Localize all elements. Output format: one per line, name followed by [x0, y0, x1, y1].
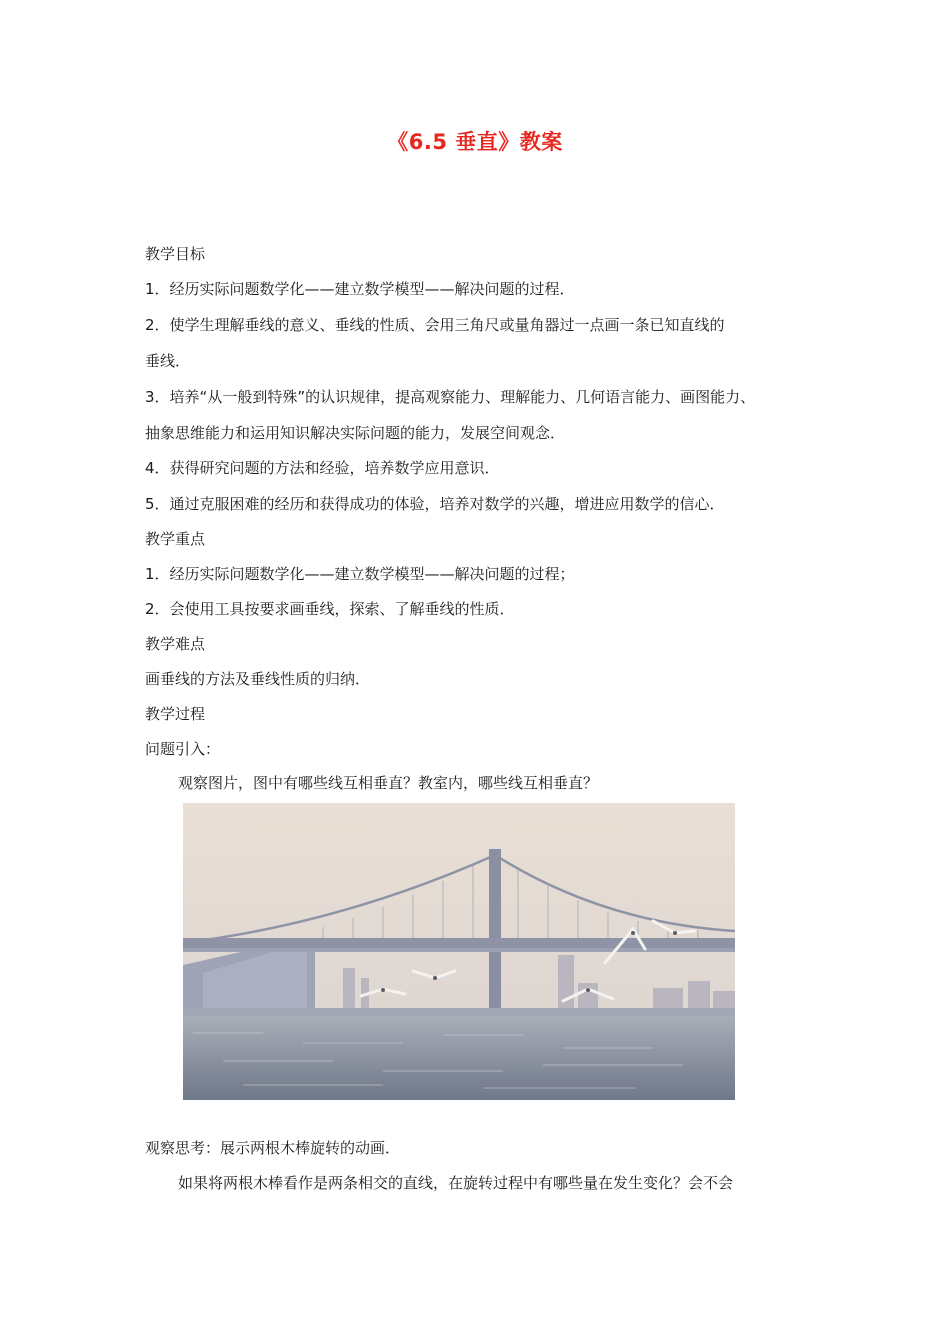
objective-item: 4．获得研究问题的方法和经验，培养数学应用意识．: [145, 459, 500, 477]
observe-question: 如果将两根木棒看作是两条相交的直线，在旋转过程中有哪些量在发生变化？会不会: [178, 1174, 734, 1192]
objective-item-continued: 抽象思维能力和运用知识解决实际问题的能力，发展空间观念．: [145, 424, 566, 442]
process-heading: 教学过程: [145, 705, 206, 723]
objective-item: 5．通过克服困难的经历和获得成功的体验，培养对数学的兴趣，增进应用数学的信心．: [145, 495, 725, 513]
difficulty-text: 画垂线的方法及垂线性质的归纳．: [145, 670, 371, 688]
objective-item: 3．培养“从一般到特殊”的认识规律，提高观察能力、理解能力、几何语言能力、画图能力、: [145, 388, 756, 406]
key-point-item: 1．经历实际问题数学化——建立数学模型——解决问题的过程；: [145, 565, 575, 583]
intro-question: 观察图片，图中有哪些线互相垂直？教室内，哪些线互相垂直？: [178, 774, 599, 792]
observe-label: 观察思考：展示两根木棒旋转的动画．: [145, 1139, 401, 1157]
difficulty-heading: 教学难点: [145, 635, 206, 653]
objective-item-continued: 垂线．: [145, 352, 191, 370]
bridge-photo: [183, 803, 735, 1100]
intro-label: 问题引入：: [145, 740, 221, 758]
objectives-heading: 教学目标: [145, 245, 206, 263]
key-point-item: 2．会使用工具按要求画垂线，探索、了解垂线的性质．: [145, 600, 515, 618]
objective-item: 2．使学生理解垂线的意义、垂线的性质、会用三角尺或量角器过一点画一条已知直线的: [145, 316, 725, 334]
objective-item: 1．经历实际问题数学化——建立数学模型——解决问题的过程．: [145, 280, 575, 298]
key-points-heading: 教学重点: [145, 530, 206, 548]
document-title: 《6.5 垂直》教案: [387, 130, 563, 154]
